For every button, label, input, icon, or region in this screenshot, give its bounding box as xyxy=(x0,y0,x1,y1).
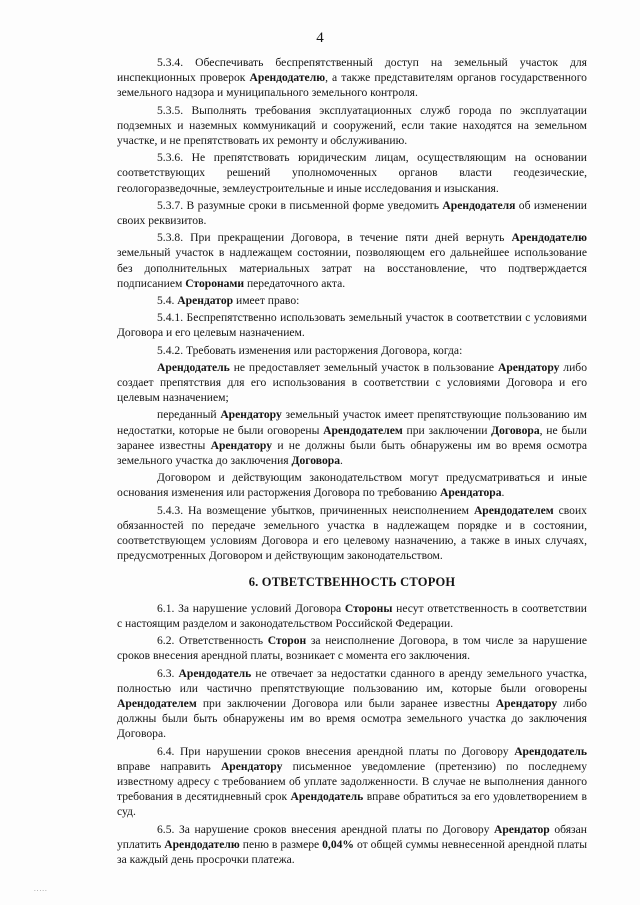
clause-text: 6.4. При нарушении сроков внесения арендной платы по Договору xyxy=(157,744,515,758)
party-term: Сторон xyxy=(267,634,307,648)
clause-paragraph xyxy=(117,360,587,406)
clause-text: 5.4. xyxy=(157,294,178,308)
clause-text: либо должны были быть обнаружены им во время осмотра земельного участка до заключения Договора. xyxy=(117,696,587,741)
clause-text: при заключении Договора или были заранее известны xyxy=(196,696,496,710)
party-term: Сторонами xyxy=(185,276,245,290)
party-term: Арендодатель xyxy=(178,666,252,680)
clause-paragraph xyxy=(117,103,587,149)
party-term: Договора xyxy=(491,423,540,437)
clause-text: 5.4.1. Беспрепятственно использовать земельный участок в соответствии с условиями Договора и его целевым назначением. xyxy=(117,311,587,340)
clause-text: 5.3.8. При прекращении Договора, в течение пяти дней вернуть xyxy=(157,231,512,245)
party-term: Арендодателю xyxy=(511,231,587,245)
clause-text: 6.3. xyxy=(157,666,179,680)
contract-clauses-section-6 xyxy=(117,601,587,867)
clause-text: и не должны были быть обнаружены им во время осмотра земельного участка до заключения xyxy=(117,438,588,468)
clause-text: Договором и действующим законодательством могут предусматриваться и иные основания изменения или расторжения Договора по требованию xyxy=(117,471,587,500)
party-term: Арендатор xyxy=(177,294,234,308)
clause-paragraph xyxy=(117,230,587,291)
clause-paragraph xyxy=(117,666,587,742)
clause-text: письменное уведомление (претензию) по последнему известному адресу с требованием об уплате задолженности. В случае не выполнения данного требования в десятидневный срок xyxy=(117,759,587,804)
clause-text: несут ответственность в соответствии с настоящим разделом и законодательством Российской Федерации. xyxy=(117,601,587,630)
clause-paragraph xyxy=(117,744,587,820)
clause-text: не отвечает за недостатки сданного в аренду земельного участка, полностью или частично препятствующие пользованию им, которые были оговорены xyxy=(117,666,587,695)
clause-text: пеню в размере xyxy=(239,837,323,851)
clause-text: вправе обратиться за его удовлетворением в суд. xyxy=(117,790,587,819)
clause-text: имеет право: xyxy=(233,294,300,308)
party-term: Арендатору xyxy=(497,360,560,374)
clause-text: обязан уплатить xyxy=(117,822,587,851)
party-term: Арендодатель xyxy=(157,360,230,374)
party-term: Арендодателем xyxy=(117,696,197,710)
party-term: Стороны xyxy=(344,601,393,615)
contract-clauses-section-5 xyxy=(117,55,587,564)
party-term: Арендатора xyxy=(439,486,502,500)
scan-footer-mark: ..... xyxy=(34,885,48,893)
party-term: Арендодателю xyxy=(249,71,326,85)
clause-paragraph xyxy=(117,633,587,663)
clause-text: . xyxy=(501,486,505,500)
clause-text: земельный участок имеет препятствующие пользованию им недостатки, которые не были оговорены xyxy=(117,408,587,437)
clause-paragraph xyxy=(117,310,587,340)
clause-paragraph xyxy=(117,343,587,358)
party-term: Арендодателем xyxy=(323,423,403,437)
clause-paragraph xyxy=(117,503,587,564)
clause-text: . xyxy=(340,454,343,468)
clause-text: за неисполнение Договора, в том числе за нарушение сроков внесения арендной платы, возникает с момента его заключения. xyxy=(117,634,587,663)
party-term: 0,04% xyxy=(322,837,355,851)
party-term: Арендодателем xyxy=(473,503,554,517)
clause-text: 5.3.5. Выполнять требования эксплуатационных служб города по эксплуатации подземных и наземных коммуникаций и сооружений, если такие находятся на земельном участке, и не препятствовать их ремонту и обслуживанию. xyxy=(117,103,587,148)
clause-text: земельный участок в надлежащем состоянии, позволяющем его дальнейшее использование без дополнительных материальных затрат на восстановление, что подтверждается подписанием xyxy=(117,246,587,290)
party-term: Арендатору xyxy=(220,759,283,773)
party-term: Арендатору xyxy=(220,408,282,422)
clause-text: передаточного акта. xyxy=(244,276,346,290)
party-term: Арендодателя xyxy=(442,198,516,212)
clause-paragraph xyxy=(117,198,587,228)
party-term: Арендодатель xyxy=(290,790,364,804)
clause-text: вправе направить xyxy=(117,759,221,773)
clause-text: 6.5. За нарушение сроков внесения арендной платы по Договору xyxy=(157,822,494,836)
clause-paragraph xyxy=(117,293,587,308)
clause-text: либо создает препятствия для его использования в соответствии с условиями Договора и его целевым назначением; xyxy=(117,360,587,405)
party-term: Арендатор xyxy=(493,822,550,836)
clause-text: 6.2. Ответственность xyxy=(157,634,268,648)
clause-paragraph xyxy=(117,822,587,868)
page-number: 4 xyxy=(316,30,324,46)
clause-text: своих обязанностей по передаче земельного участка в надлежащем порядке и в состоянии, соответствующем условиям Договора и его целевому назначению, а также в иных случаях, предусмотренных Договором и действующим законодательством. xyxy=(117,503,587,563)
clause-paragraph xyxy=(117,407,587,468)
clause-text: , не были заранее известны xyxy=(117,423,587,452)
clause-text: переданный xyxy=(157,408,221,422)
party-term: Арендодателю xyxy=(164,837,240,851)
clause-paragraph xyxy=(117,601,587,631)
party-term: Арендатору xyxy=(210,438,273,452)
clause-text: 6.1. За нарушение условий Договора xyxy=(157,601,345,615)
party-term: Арендодатель xyxy=(514,744,587,758)
clause-text: 5.3.4. Обеспечивать беспрепятственный доступ на земельный участок для инспекционных проверок xyxy=(117,56,587,85)
clause-text: 5.3.6. Не препятствовать юридическим лицам, осуществляющим на основании соответствующих решений уполномоченных органов власти геодезические, геологоразведочные, землеустроительные и иные исследования и изыскания. xyxy=(117,151,587,195)
clause-text: об изменении своих реквизитов. xyxy=(117,198,587,228)
clause-text: 5.3.7. В разумные сроки в письменной форме уведомить xyxy=(157,198,443,212)
party-term: Арендатору xyxy=(495,696,558,710)
clause-text: при заключении xyxy=(402,423,492,437)
clause-paragraph xyxy=(117,55,587,101)
clause-text: от общей суммы невнесенной арендной платы за каждый день просрочки платежа. xyxy=(117,837,587,866)
document-body xyxy=(117,53,587,867)
clause-text: 5.4.2. Требовать изменения или расторжения Договора, когда: xyxy=(157,343,463,357)
clause-text: 5.4.3. На возмещение убытков, причиненных неисполнением xyxy=(157,503,474,517)
party-term: Договора xyxy=(291,454,340,468)
clause-text: не предоставляет земельный участок в пользование xyxy=(229,360,498,374)
section-title: 6. ОТВЕТСТВЕННОСТЬ СТОРОН xyxy=(248,574,456,589)
clause-text: , а также представителям органов государственного земельного надзора и муниципального земельного контроля. xyxy=(117,71,587,100)
clause-paragraph xyxy=(117,470,587,500)
clause-paragraph xyxy=(117,150,587,196)
